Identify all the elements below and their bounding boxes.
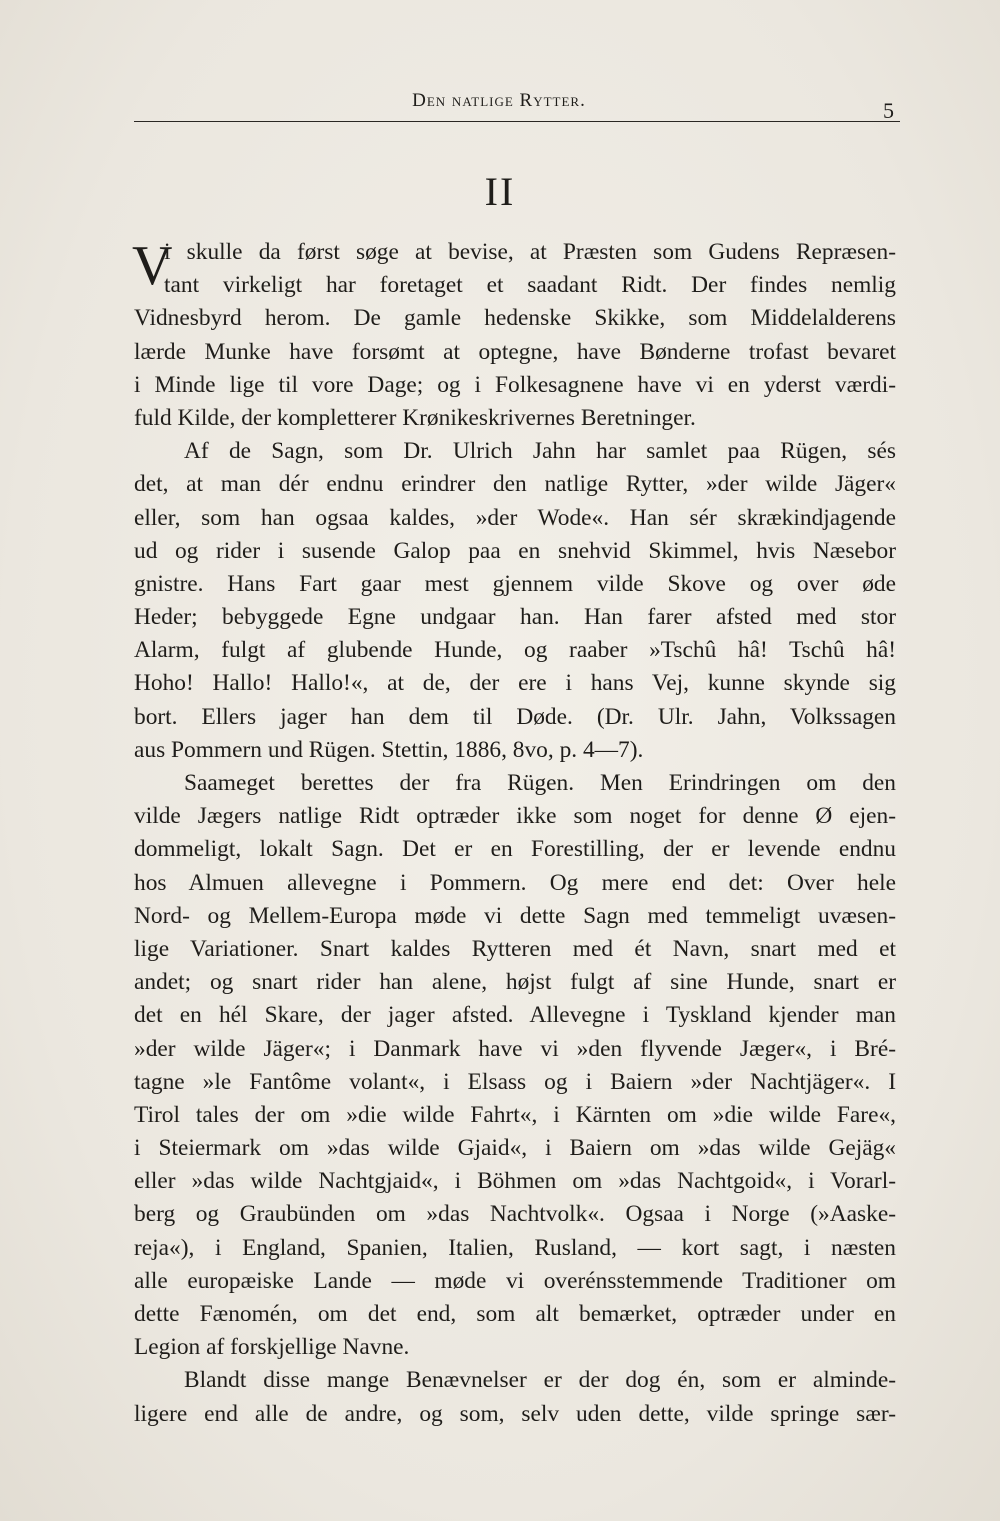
text-line: Saameget berettes der fra Rügen. Men Erindringen om den: [184, 770, 896, 796]
body-text: [134, 236, 896, 1431]
text-line: gnistre. Hans Fart gaar mest gjennem vilde Skove og over øde: [134, 570, 896, 597]
text-line: i Steiermark om »das wilde Gjaid«, i Baiern om »das wilde Gejäg«: [134, 1135, 896, 1162]
text-line: vilde Jægers natlige Ridt optræder ikke som noget for denne Ø ejen-: [134, 803, 896, 830]
text-line: Tirol tales der om »die wilde Fahrt«, i Kärnten om »die wilde Fare«,: [134, 1101, 896, 1128]
text-line: Blandt disse mange Benævnelser er der dog én, som er alminde-: [184, 1367, 896, 1394]
text-line: aus Pommern und Rügen. Stettin, 1886, 8vo, p. 4—7).: [134, 736, 644, 763]
text-line: ud og rider i susende Galop paa en snehvid Skimmel, hvis Næsebor: [134, 537, 896, 564]
page-number: 5: [883, 98, 894, 123]
text-line: eller, som han ogsaa kaldes, »der Wode«. Han sér skrækindjagende: [134, 504, 896, 531]
drop-cap: V: [132, 235, 173, 297]
text-line: hos Almuen allevegne i Pommern. Og mere end det: Over hele: [134, 869, 896, 896]
text-line: bort. Ellers jager han dem til Døde. (Dr. Ulr. Jahn, Volkssagen: [134, 703, 896, 730]
text-line: lige Variationer. Snart kaldes Rytteren med ét Navn, snart med et: [134, 935, 896, 962]
text-line: Alarm, fulgt af glubende Hunde, og raaber »Tschû hâ! Tschû hâ!: [134, 637, 896, 664]
text-line: eller »das wilde Nachtgjaid«, i Böhmen om »das Nachtgoid«, i Vorarl-: [134, 1168, 896, 1195]
text-line: Nord- og Mellem-Europa møde vi dette Sagn med temmeligt uvæsen-: [134, 902, 896, 929]
text-line: alle europæiske Lande — møde vi overénsstemmende Traditioner om: [134, 1267, 896, 1294]
text-line: tagne »le Fantôme volant«, i Elsass og i Baiern »der Nachtjäger«. I: [134, 1068, 896, 1095]
text-line: dette Fænomén, om det end, som alt bemærket, optræder under en: [134, 1301, 896, 1327]
text-line: Vidnesbyrd herom. De gamle hedenske Skikke, som Middelalderens: [134, 305, 896, 332]
text-line: ligere end alle de andre, og som, selv uden dette, vilde springe sær-: [134, 1400, 896, 1427]
text-line: Hoho! Hallo! Hallo!«, at de, der ere i hans Vej, kunne skynde sig: [134, 670, 896, 697]
text-line: Af de Sagn, som Dr. Ulrich Jahn har samlet paa Rügen, sés: [184, 438, 896, 465]
running-head: [134, 86, 894, 123]
text-line: i Minde lige til vore Dage; og i Folkesagnene have vi en yderst værdi-: [134, 371, 896, 398]
running-title: Den natlige Rytter.: [412, 90, 586, 111]
header-rule: [134, 121, 900, 122]
text-line: det, at man dér endnu erindrer den natlige Rytter, »der wilde Jäger«: [134, 471, 896, 498]
text-line: dommeligt, lokalt Sagn. Det er en Forestilling, der er levende endnu: [134, 836, 896, 863]
text-line: tant virkeligt har foretaget et saadant Ridt. Der findes nemlig: [164, 272, 896, 299]
text-line: andet; og snart rider han alene, højst fulgt af sine Hunde, snart er: [134, 969, 896, 996]
text-line: fuld Kilde, der kompletterer Krønikeskrivernes Beretninger.: [134, 404, 696, 431]
text-line: berg og Graubünden om »das Nachtvolk«. Ogsaa i Norge (»Aaske-: [134, 1201, 896, 1228]
text-line: Heder; bebyggede Egne undgaar han. Han farer afsted med stor: [134, 604, 896, 631]
text-line: lærde Munke have forsømt at optegne, have Bønderne trofast bevaret: [134, 338, 896, 365]
text-line: »der wilde Jäger«; i Danmark have vi »den flyvende Jæger«, i Bré-: [134, 1035, 896, 1062]
text-line: Legion af forskjellige Navne.: [134, 1334, 410, 1361]
chapter-heading: II: [484, 169, 516, 214]
text-line: i skulle da først søge at bevise, at Præsten som Gudens Repræsen-: [164, 239, 896, 265]
text-line: reja«), i England, Spanien, Italien, Rusland, — kort sagt, i næsten: [134, 1234, 896, 1261]
text-line: det en hél Skare, der jager afsted. Allevegne i Tyskland kjender man: [134, 1002, 896, 1029]
